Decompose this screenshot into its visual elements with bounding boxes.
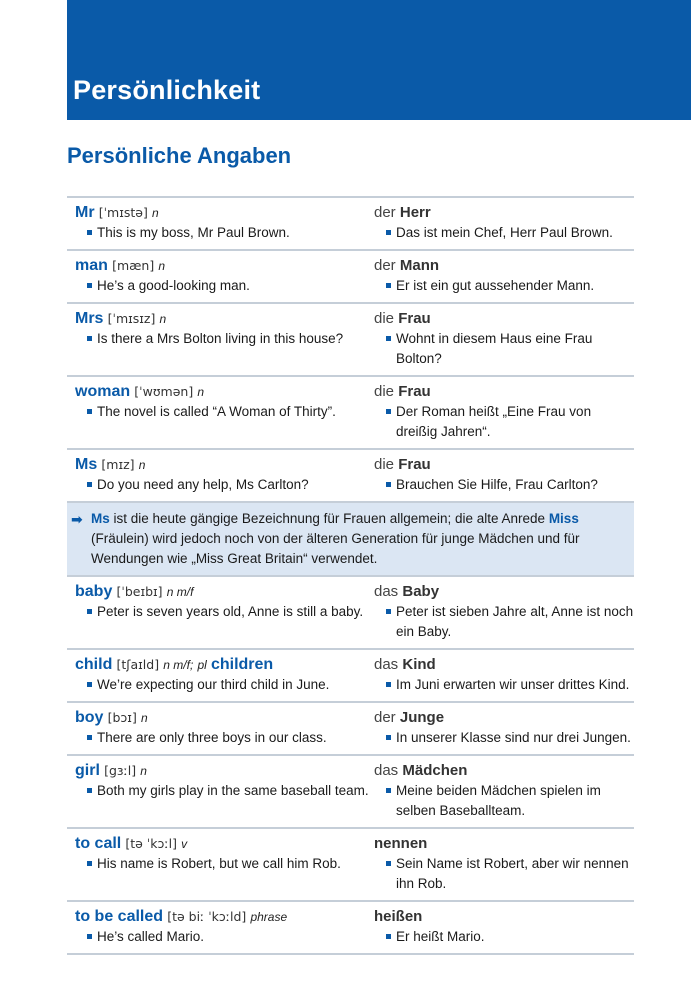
english-headline (75, 382, 373, 402)
bullet-square-icon (386, 409, 391, 414)
german-headline (374, 655, 634, 675)
german-example (374, 475, 634, 495)
german-article: das (374, 656, 399, 673)
german-headword: Junge (399, 709, 445, 726)
bullet-square-icon (87, 934, 92, 939)
german-column (373, 834, 634, 894)
english-headword: baby (75, 583, 113, 600)
bullet-square-icon (386, 336, 391, 341)
german-headline (374, 203, 634, 223)
german-example (374, 223, 634, 243)
english-headword: Mr (75, 204, 95, 221)
english-example (75, 329, 373, 349)
english-headline (75, 582, 373, 602)
german-article: der (374, 257, 396, 274)
part-of-speech: phrase (250, 910, 288, 924)
german-headword: heißen (374, 908, 423, 925)
english-headline (75, 256, 373, 276)
german-example-text: Das ist mein Chef, Herr Paul Brown. (396, 225, 613, 240)
bullet-square-icon (386, 609, 391, 614)
note-keyword-miss: Miss (548, 511, 579, 526)
english-headword: girl (75, 762, 100, 779)
german-headword: Frau (398, 310, 431, 327)
plural-form: children (210, 656, 274, 673)
pronunciation: [ˈmɪstə] (98, 205, 148, 220)
german-example-text: Sein Name ist Robert, aber wir nennen ihn Rob. (396, 856, 629, 891)
note-text-1: ist die heute gängige Bezeichnung für Frauen allgemein; die alte Anrede (109, 511, 549, 526)
pronunciation: [ˈwʊmən] (134, 384, 194, 399)
english-example-text: This is my boss, Mr Paul Brown. (97, 225, 290, 240)
german-headword: Frau (398, 456, 431, 473)
english-column (67, 382, 373, 442)
english-headword: to call (75, 835, 122, 852)
bullet-square-icon (386, 861, 391, 866)
german-column (373, 655, 634, 695)
english-example (75, 223, 373, 243)
english-column (67, 655, 373, 695)
german-example (374, 675, 634, 695)
english-headline (75, 708, 373, 728)
german-headline (374, 708, 634, 728)
part-of-speech: v (181, 837, 188, 851)
part-of-speech: n (158, 259, 166, 273)
vocabulary-entry (67, 251, 634, 304)
english-example-text: He’s called Mario. (97, 929, 205, 944)
german-column (373, 708, 634, 748)
vocabulary-entry (67, 450, 634, 503)
german-headline (374, 309, 634, 329)
bullet-square-icon (87, 230, 92, 235)
german-headword: Mann (399, 257, 440, 274)
bullet-square-icon (386, 788, 391, 793)
english-example-text: There are only three boys in our class. (97, 730, 327, 745)
german-example (374, 781, 634, 821)
english-example-text: Do you need any help, Ms Carlton? (97, 477, 309, 492)
part-of-speech: n (140, 764, 147, 778)
english-headword: man (75, 257, 108, 274)
german-headline (374, 582, 634, 602)
pronunciation: [ˈmɪsɪz] (107, 311, 156, 326)
german-headword: Frau (398, 383, 431, 400)
german-example-text: Wohnt in diesem Haus eine Frau Bolton? (396, 331, 593, 366)
bullet-square-icon (87, 788, 92, 793)
pronunciation: [bɔɪ] (107, 710, 137, 725)
english-headline (75, 907, 373, 927)
bullet-square-icon (87, 682, 92, 687)
german-example-text: In unserer Klasse sind nur drei Jungen. (396, 730, 631, 745)
english-example (75, 927, 373, 947)
german-article: die (374, 383, 395, 400)
english-headword: woman (75, 383, 131, 400)
bullet-square-icon (87, 861, 92, 866)
vocabulary-entry (67, 902, 634, 955)
bullet-square-icon (386, 735, 391, 740)
english-headword: Mrs (75, 310, 104, 327)
note-keyword-ms: Ms (91, 511, 110, 526)
english-headline (75, 834, 373, 854)
german-headword: Mädchen (402, 762, 468, 779)
chapter-title: Persönlichkeit (73, 75, 261, 105)
english-column (67, 309, 373, 369)
pronunciation: [ˈbeɪbɪ] (116, 584, 163, 599)
bullet-square-icon (87, 409, 92, 414)
part-of-speech: n (197, 385, 205, 399)
vocabulary-entry (67, 577, 634, 650)
bullet-square-icon (87, 283, 92, 288)
german-headword: Kind (402, 656, 436, 673)
german-example (374, 728, 634, 748)
german-headline (374, 907, 634, 927)
pronunciation: [tə biː ˈkɔːld] (167, 909, 247, 924)
german-headline (374, 834, 634, 854)
german-headline (374, 455, 634, 475)
english-example-text: His name is Robert, but we call him Rob. (97, 856, 341, 871)
vocabulary-entry (67, 650, 634, 703)
pronunciation: [gɜːl] (104, 763, 137, 778)
english-column (67, 761, 373, 821)
bullet-square-icon (386, 682, 391, 687)
english-headline (75, 455, 373, 475)
german-example-text: Im Juni erwarten wir unser drittes Kind. (396, 677, 630, 692)
german-column (373, 455, 634, 495)
vocabulary-entry (67, 829, 634, 902)
german-example (374, 854, 634, 894)
german-example-text: Der Roman heißt „Eine Frau von dreißig Jahren“. (396, 404, 592, 439)
german-example (374, 329, 634, 369)
german-headword: nennen (374, 835, 428, 852)
part-of-speech: n m/f (166, 585, 194, 599)
vocabulary-entry (67, 304, 634, 377)
german-example (374, 927, 634, 947)
german-article: die (374, 456, 395, 473)
part-of-speech: n (141, 711, 148, 725)
english-column (67, 708, 373, 748)
german-example-text: Er ist ein gut aussehender Mann. (396, 278, 595, 293)
english-column (67, 256, 373, 296)
english-headword: boy (75, 709, 104, 726)
section-title: Persönliche Angaben (67, 143, 292, 168)
english-headline (75, 203, 373, 223)
english-column (67, 203, 373, 243)
part-of-speech: n m/f; (163, 658, 194, 672)
part-of-speech: n (152, 206, 159, 220)
part-of-speech: n (159, 312, 167, 326)
english-column (67, 834, 373, 894)
german-example (374, 602, 634, 642)
german-article: der (374, 204, 396, 221)
german-headline (374, 382, 634, 402)
english-headline (75, 309, 373, 329)
german-example-text: Meine beiden Mädchen spielen im selben Baseballteam. (396, 783, 601, 818)
english-headline (75, 655, 373, 675)
german-column (373, 256, 634, 296)
pronunciation: [mæn] (112, 258, 155, 273)
pronunciation: [tʃaɪld] (116, 657, 160, 672)
bullet-square-icon (87, 336, 92, 341)
german-column (373, 907, 634, 947)
english-example-text: Both my girls play in the same baseball team. (97, 783, 369, 798)
bullet-square-icon (386, 283, 391, 288)
english-example-text: Is there a Mrs Bolton living in this house? (97, 331, 344, 346)
vocabulary-entry (67, 198, 634, 251)
english-example (75, 675, 373, 695)
vocabulary-group-2 (67, 577, 634, 955)
english-example (75, 475, 373, 495)
vocabulary-list (67, 196, 634, 955)
german-example-text: Peter ist sieben Jahre alt, Anne ist noch ein Baby. (396, 604, 634, 639)
german-headword: Baby (402, 583, 440, 600)
english-example (75, 402, 373, 422)
bullet-square-icon (386, 230, 391, 235)
german-article: das (374, 583, 399, 600)
bullet-square-icon (87, 735, 92, 740)
german-headline (374, 761, 634, 781)
english-column (67, 582, 373, 642)
part-of-speech: n (138, 458, 146, 472)
english-example (75, 276, 373, 296)
german-article: die (374, 310, 395, 327)
german-headline (374, 256, 634, 276)
vocabulary-entry (67, 703, 634, 756)
english-example (75, 728, 373, 748)
bullet-square-icon (386, 482, 391, 487)
bullet-square-icon (386, 934, 391, 939)
english-example-text: Peter is seven years old, Anne is still a baby. (97, 604, 364, 619)
german-column (373, 203, 634, 243)
english-column (67, 907, 373, 947)
arrow-right-icon: ➡ (71, 511, 83, 527)
german-column (373, 382, 634, 442)
german-column (373, 582, 634, 642)
english-headword: child (75, 656, 113, 673)
plural-label: pl (197, 658, 207, 672)
vocabulary-group-1 (67, 198, 634, 503)
usage-note (67, 503, 634, 577)
english-example-text: He’s a good-looking man. (97, 278, 250, 293)
english-headword: Ms (75, 456, 98, 473)
german-article: der (374, 709, 396, 726)
german-article: das (374, 762, 399, 779)
vocabulary-entry (67, 377, 634, 450)
pronunciation: [tə ˈkɔːl] (125, 836, 177, 851)
english-headline (75, 761, 373, 781)
bullet-square-icon (87, 482, 92, 487)
english-example-text: We’re expecting our third child in June. (97, 677, 330, 692)
note-text-2: (Fräulein) wird jedoch noch von der älteren Generation für junge Mädchen und für Wendungen wie „Miss Great Britain“ verwendet. (91, 531, 580, 566)
english-example-text: The novel is called “A Woman of Thirty”. (97, 404, 336, 419)
english-example (75, 854, 373, 874)
german-column (373, 309, 634, 369)
english-example (75, 781, 373, 801)
english-headword: to be called (75, 908, 164, 925)
bullet-square-icon (87, 609, 92, 614)
german-example-text: Er heißt Mario. (396, 929, 485, 944)
english-column (67, 455, 373, 495)
german-example (374, 402, 634, 442)
german-example (374, 276, 634, 296)
chapter-header (67, 0, 691, 120)
german-column (373, 761, 634, 821)
vocabulary-entry (67, 756, 634, 829)
german-headword: Herr (399, 204, 431, 221)
english-example (75, 602, 373, 622)
german-example-text: Brauchen Sie Hilfe, Frau Carlton? (396, 477, 598, 492)
pronunciation: [mɪz] (101, 457, 135, 472)
